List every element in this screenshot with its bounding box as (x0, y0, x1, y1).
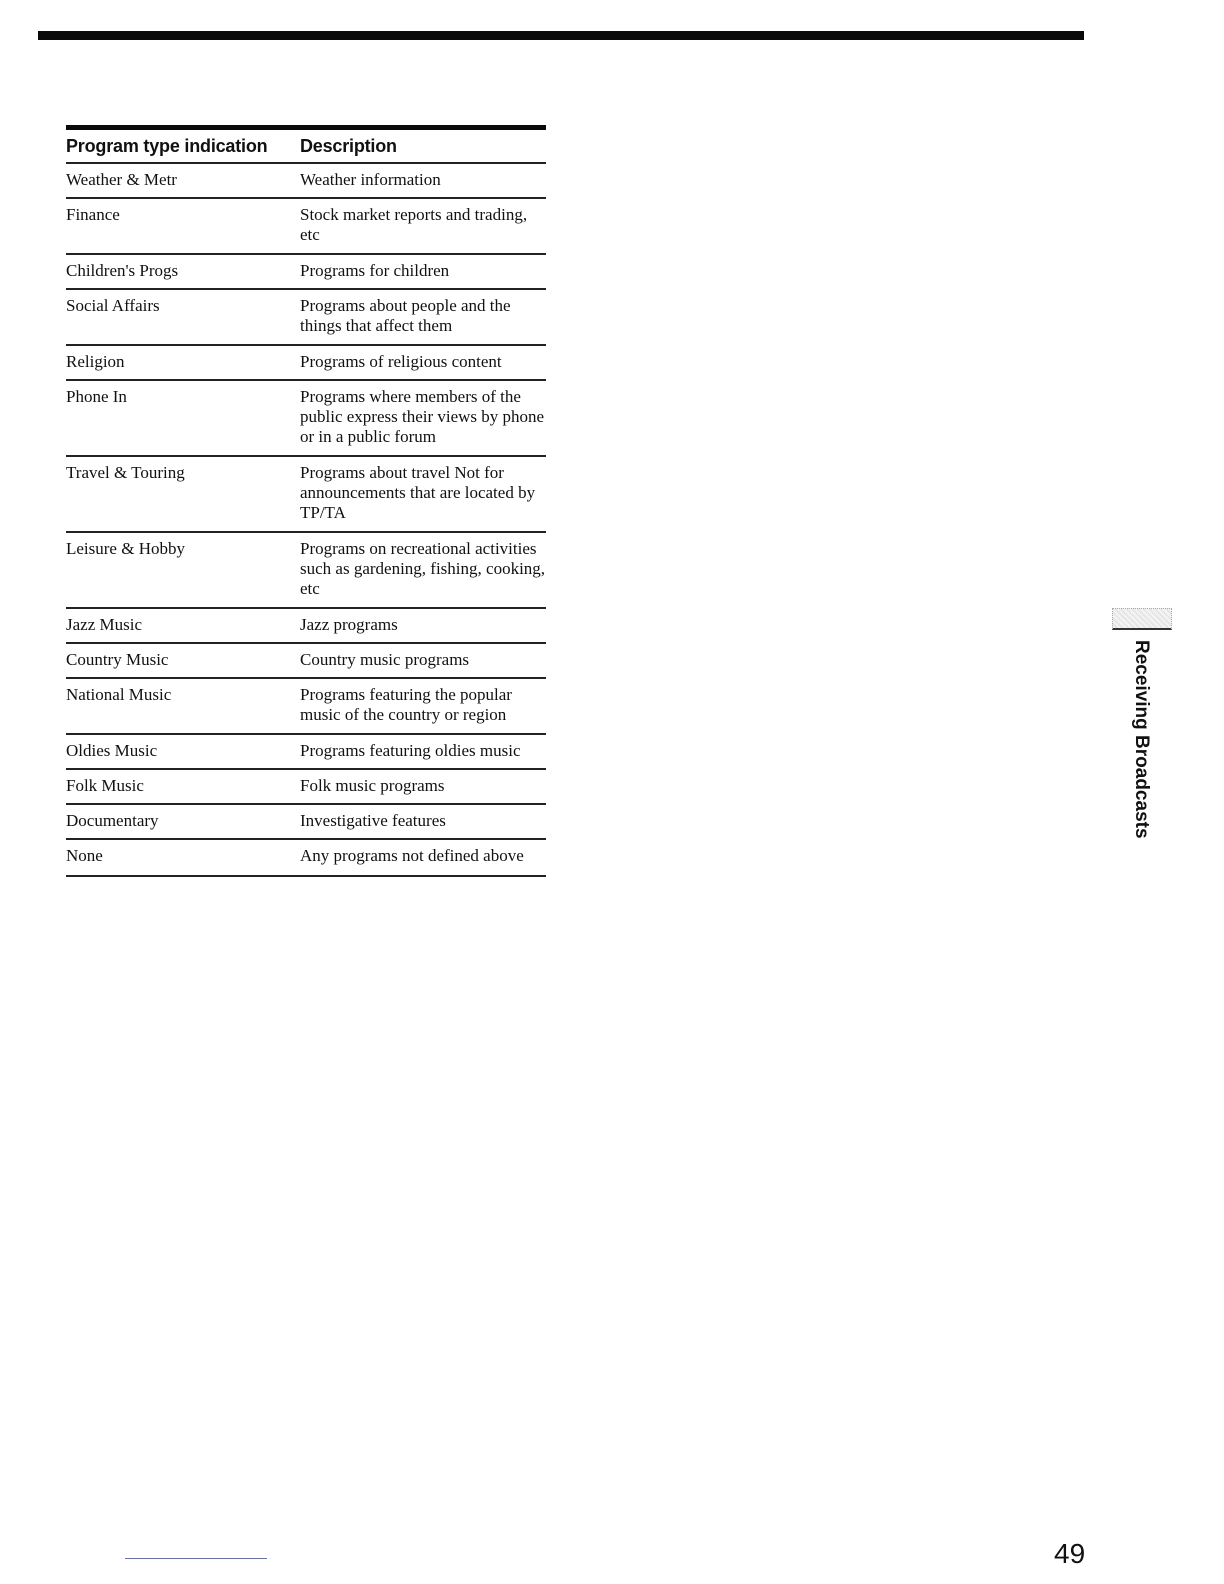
program-type-table (66, 125, 546, 877)
cell-type: None (66, 846, 103, 865)
table-row (66, 255, 546, 290)
cell-description: Country music programs (300, 650, 470, 669)
table-row (66, 381, 546, 457)
table-row (66, 290, 546, 346)
cell-description: Programs featuring oldies music (300, 741, 521, 760)
table-row (66, 199, 546, 255)
cell-description: Programs where members of the public express their views by phone or in a public forum (300, 387, 545, 446)
table-row (66, 679, 546, 735)
cell-description: Programs for children (300, 261, 450, 280)
section-tab-label: Receiving Broadcasts (1131, 640, 1152, 839)
table-row (66, 609, 546, 644)
cell-description: Programs about travel Not for announcements that are located by TP/TA (300, 463, 536, 522)
section-tab-marker (1112, 608, 1172, 630)
cell-type: Documentary (66, 811, 159, 830)
cell-description: Any programs not defined above (300, 846, 524, 865)
table-row (66, 644, 546, 679)
cell-type: Social Affairs (66, 296, 160, 315)
cell-type: Weather & Metr (66, 170, 177, 189)
cell-type: Religion (66, 352, 125, 371)
cell-description: Stock market reports and trading, etc (300, 205, 528, 244)
cell-type: Country Music (66, 650, 169, 669)
table-header (66, 130, 546, 164)
top-rule (38, 31, 1084, 40)
table-row (66, 805, 546, 840)
cell-type: Oldies Music (66, 741, 158, 760)
table-row (66, 346, 546, 381)
header-program-type: Program type indication (66, 135, 268, 156)
table-row (66, 735, 546, 770)
cell-description: Weather information (300, 170, 441, 189)
cell-type: Finance (66, 205, 120, 224)
cell-type: Children's Progs (66, 261, 179, 280)
cell-description: Folk music programs (300, 776, 445, 795)
cell-type: Folk Music (66, 776, 144, 795)
table-row (66, 533, 546, 609)
table-row (66, 770, 546, 805)
cell-type: Phone In (66, 387, 127, 406)
cell-type: Travel & Touring (66, 463, 185, 482)
header-description: Description (300, 135, 397, 156)
cell-description: Programs on recreational activities such as gardening, fishing, cooking, etc (300, 539, 546, 598)
footer-rule (125, 1558, 267, 1559)
cell-type: National Music (66, 685, 172, 704)
cell-description: Jazz programs (300, 615, 398, 634)
table-row (66, 164, 546, 199)
cell-type: Leisure & Hobby (66, 539, 185, 558)
cell-description: Programs of religious content (300, 352, 502, 371)
page-number: 49 (1054, 1538, 1086, 1569)
table-row (66, 840, 546, 877)
table-row (66, 457, 546, 533)
cell-description: Programs featuring the popular music of the country or region (300, 685, 512, 724)
cell-description: Programs about people and the things that affect them (300, 296, 511, 335)
cell-type: Jazz Music (66, 615, 143, 634)
cell-description: Investigative features (300, 811, 446, 830)
